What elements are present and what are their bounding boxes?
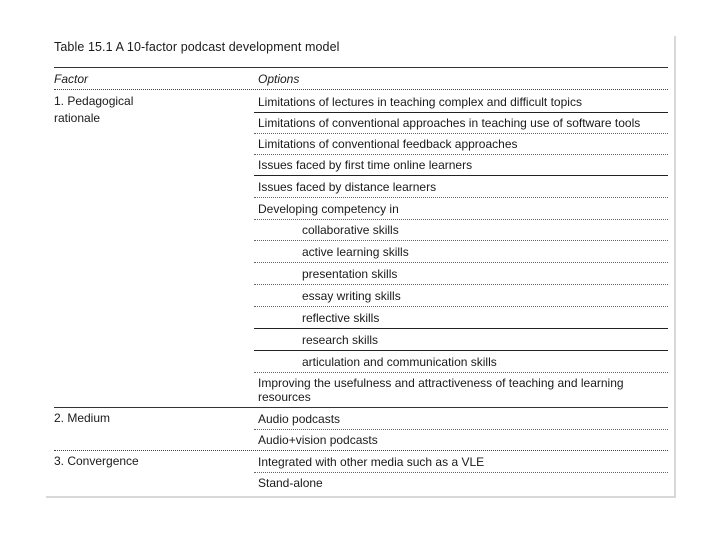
- header-options: Options: [258, 72, 300, 86]
- option-subrow: articulation and communication skills: [302, 355, 497, 369]
- option-subrow: research skills: [302, 333, 379, 347]
- option-subrow: reflective skills: [302, 311, 380, 325]
- option-divider: [254, 175, 668, 176]
- option-divider: [254, 306, 668, 307]
- option-divider: [254, 133, 668, 134]
- option-row: Limitations of conventional feedback approaches: [258, 137, 518, 151]
- option-divider: [254, 284, 668, 285]
- option-divider: [254, 112, 668, 113]
- option-row: Limitations of conventional approaches in teaching use of software tools: [258, 116, 641, 130]
- option-row: Audio+vision podcasts: [258, 433, 378, 447]
- option-divider: [254, 429, 668, 430]
- option-subrow: essay writing skills: [302, 289, 401, 303]
- option-divider: [254, 472, 668, 473]
- factor-line: rationale: [54, 111, 101, 125]
- option-row: Issues faced by distance learners: [258, 180, 437, 194]
- table-caption: Table 15.1 A 10-factor podcast development model: [54, 40, 340, 54]
- option-row: Audio podcasts: [258, 412, 341, 426]
- option-row: Integrated with other media such as a VLE: [258, 455, 485, 469]
- option-row: Developing competency in: [258, 202, 399, 216]
- header-rule: [54, 89, 668, 90]
- option-row-multiline: Improving the usefulness and attractiveness of teaching and learning resources: [258, 376, 624, 404]
- option-divider: [254, 350, 668, 351]
- option-subrow: active learning skills: [302, 245, 409, 259]
- factor-convergence: 3. Convergence: [54, 454, 139, 468]
- option-divider: [254, 197, 668, 198]
- option-subrow: collaborative skills: [302, 223, 399, 237]
- factor-pedagogical-rationale: [54, 93, 244, 127]
- table-top-rule: [54, 67, 668, 68]
- option-row: Stand-alone: [258, 476, 323, 490]
- option-divider: [254, 219, 668, 220]
- option-subrow: presentation skills: [302, 267, 398, 281]
- option-row: Limitations of lectures in teaching complex and difficult topics: [258, 95, 582, 109]
- option-divider: [254, 262, 668, 263]
- section-rule-convergence: [54, 450, 668, 451]
- option-divider: [254, 240, 668, 241]
- option-divider: [254, 372, 668, 373]
- header-factor: Factor: [54, 72, 89, 86]
- factor-medium: 2. Medium: [54, 411, 111, 425]
- factor-line: 1. Pedagogical: [54, 94, 134, 108]
- option-row: Issues faced by first time online learners: [258, 158, 473, 172]
- document-page: [46, 36, 676, 498]
- option-divider: [254, 154, 668, 155]
- section-rule-medium: [54, 407, 668, 408]
- option-divider: [254, 328, 668, 329]
